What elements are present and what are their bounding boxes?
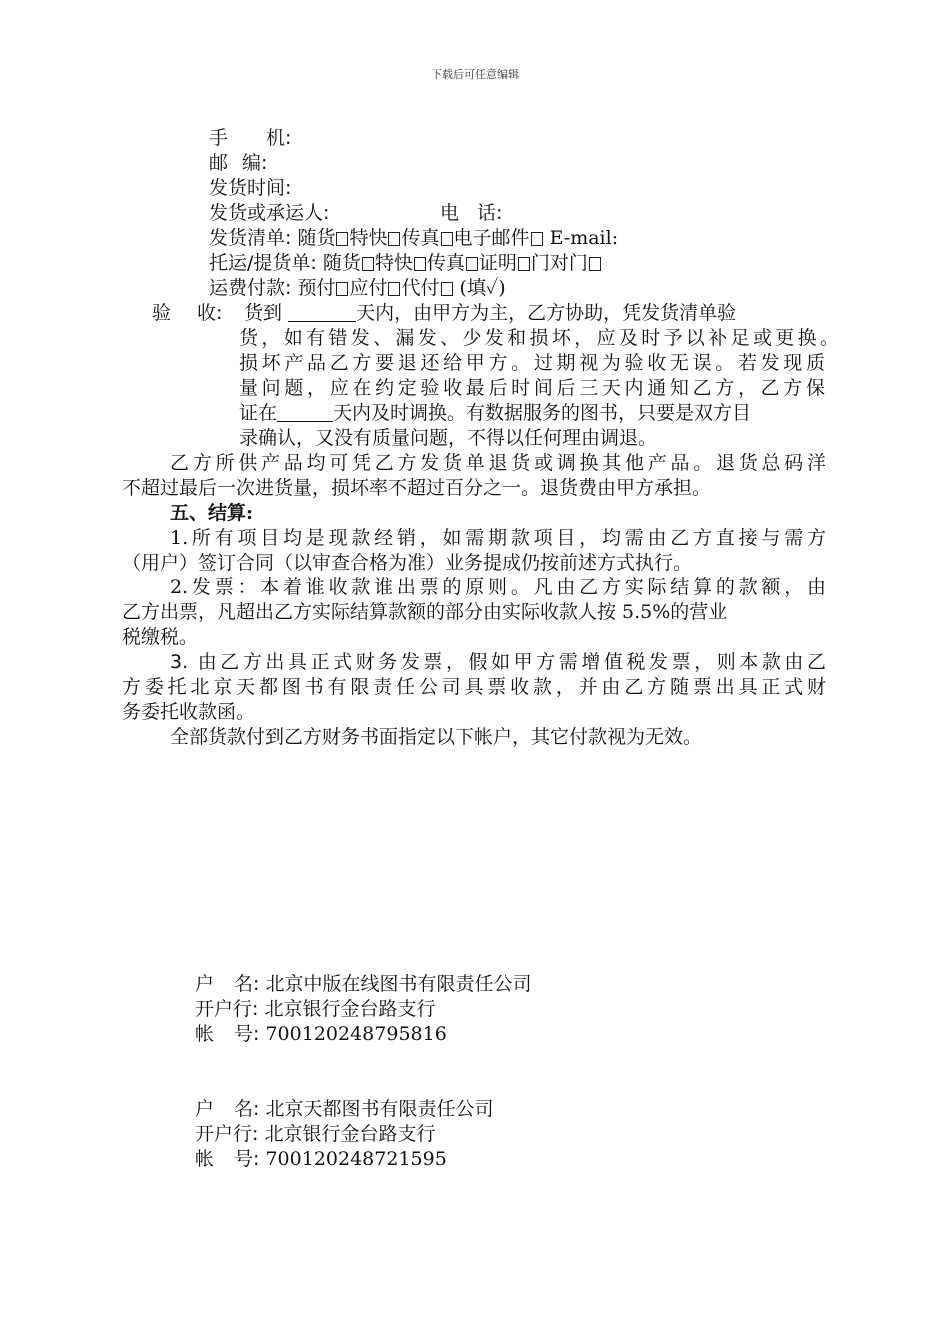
page-header: 下载后可任意编辑 bbox=[431, 68, 519, 81]
phone-line bbox=[440, 201, 502, 225]
pickup-option: 证明 bbox=[478, 252, 517, 274]
email-label: E-mail: bbox=[549, 227, 619, 249]
acceptance-label-1: 验 bbox=[152, 302, 172, 324]
postcode-label-2: 编 bbox=[242, 152, 262, 174]
settlement-2-line-3: 税缴税。 bbox=[122, 626, 199, 648]
acceptance-label bbox=[152, 301, 222, 325]
acceptance-line-2: 货，如有错发、漏发、少发和损坏，应及时予以补足或更换。 bbox=[239, 327, 839, 349]
pickup-option: 门对门 bbox=[530, 252, 588, 274]
return-line-1: 乙方所供产品均可凭乙方发货单退货或调换其他产品。退货总码洋 bbox=[170, 452, 826, 474]
pickup-list-label: 托运/提货单: bbox=[209, 252, 317, 274]
days-blank-1[interactable] bbox=[288, 303, 356, 322]
account-1-bank-row bbox=[195, 997, 435, 1021]
freight-checkbox-3[interactable] bbox=[441, 282, 453, 296]
ship-time-line: 发货时间: bbox=[209, 177, 292, 199]
pickup-checkbox-3[interactable] bbox=[466, 257, 478, 271]
account-1-bank: 北京银行金台路支行 bbox=[264, 998, 436, 1020]
account-1-no-row bbox=[195, 1022, 447, 1046]
account-bank-label: 开户行: bbox=[195, 1123, 259, 1145]
account-2-number: 700120248721595 bbox=[265, 1148, 447, 1170]
ship-option: 电子邮件 bbox=[453, 227, 530, 249]
postcode-colon: : bbox=[261, 152, 268, 174]
ship-option: 随货 bbox=[297, 227, 336, 249]
shipper-line bbox=[209, 201, 329, 225]
settlement-2-line-2: 乙方出票，凡超出乙方实际结算款额的部分由实际收款人按 5.5%的营业 bbox=[122, 601, 728, 623]
pickup-checkbox-2[interactable] bbox=[414, 257, 426, 271]
acceptance-text: 天内，由甲方为主，乙方协助，凭发货清单验 bbox=[356, 302, 737, 324]
freight-checkbox-2[interactable] bbox=[388, 282, 400, 296]
mobile-line bbox=[209, 126, 291, 150]
shipper-label: 发货或承运人: bbox=[209, 202, 330, 224]
account-name-label-1: 户 bbox=[195, 1098, 215, 1120]
account-2-name-row bbox=[195, 1097, 493, 1121]
freight-option: 应付 bbox=[349, 277, 388, 299]
account-name-label-1: 户 bbox=[195, 973, 215, 995]
account-2-bank-row bbox=[195, 1122, 435, 1146]
acceptance-text: 货到 bbox=[244, 302, 283, 324]
account-2-name: 北京天都图书有限责任公司 bbox=[265, 1098, 494, 1120]
ship-checkbox-4[interactable] bbox=[531, 232, 543, 246]
pickup-checkbox-4[interactable] bbox=[518, 257, 530, 271]
account-1-number: 700120248795816 bbox=[265, 1023, 447, 1045]
ship-checkbox-3[interactable] bbox=[441, 232, 453, 246]
pickup-checkbox-5[interactable] bbox=[589, 257, 601, 271]
freight-line bbox=[209, 276, 506, 300]
account-bank-label: 开户行: bbox=[195, 998, 259, 1020]
account-no-label-2: 号: bbox=[234, 1148, 260, 1170]
pickup-option: 随货 bbox=[322, 252, 361, 274]
settlement-title: 五、结算: bbox=[170, 502, 254, 524]
freight-checkbox-1[interactable] bbox=[336, 282, 348, 296]
account-2-bank: 北京银行金台路支行 bbox=[264, 1123, 436, 1145]
account-name-label-2: 名: bbox=[234, 1098, 260, 1120]
account-2-no-row bbox=[195, 1147, 447, 1171]
account-name-label-2: 名: bbox=[234, 973, 260, 995]
mobile-label-2: 机 bbox=[266, 127, 286, 149]
postcode-label-1: 邮 bbox=[209, 152, 229, 174]
pickup-list-line bbox=[209, 251, 602, 275]
settlement-2-line-1: 2.发票：本着谁收款谁出票的原则。凡由乙方实际结算的款额，由 bbox=[170, 576, 826, 598]
acceptance-line-4: 量问题，应在约定验收最后时间后三天内通知乙方，乙方保 bbox=[239, 377, 825, 399]
account-1-name: 北京中版在线图书有限责任公司 bbox=[265, 973, 532, 995]
acceptance-line-5 bbox=[239, 401, 829, 425]
acceptance-line-1 bbox=[244, 301, 828, 325]
account-no-label-1: 帐 bbox=[195, 1023, 215, 1045]
settlement-3-line-3: 务委托收款函。 bbox=[122, 701, 256, 723]
acceptance-line-3: 损坏产品乙方要退还给甲方。过期视为验收无误。若发现质 bbox=[239, 352, 825, 374]
ship-checkbox-1[interactable] bbox=[336, 232, 348, 246]
settlement-3-line-1: 3. 由乙方出具正式财务发票，假如甲方需增值税发票，则本款由乙 bbox=[170, 651, 826, 673]
acceptance-label-2: 收: bbox=[197, 302, 223, 324]
ship-checkbox-2[interactable] bbox=[388, 232, 400, 246]
pickup-option: 特快 bbox=[374, 252, 413, 274]
acceptance-text: 证在 bbox=[239, 402, 278, 424]
acceptance-line-6: 录确认，又没有质量问题，不得以任何理由调退。 bbox=[239, 427, 658, 449]
mobile-label-1: 手 bbox=[209, 127, 229, 149]
phone-colon: : bbox=[496, 202, 503, 224]
settlement-1-line-1: 1.所有项目均是现款经销，如需期款项目，均需由乙方直接与需方 bbox=[170, 527, 826, 549]
pickup-option: 传真 bbox=[426, 252, 465, 274]
return-line-2: 不超过最后一次进货量，损坏率不超过百分之一。退货费由甲方承担。 bbox=[122, 477, 712, 499]
pickup-checkbox-1[interactable] bbox=[362, 257, 374, 271]
mobile-colon: : bbox=[285, 127, 292, 149]
postcode-line bbox=[209, 151, 267, 175]
account-no-label-2: 号: bbox=[234, 1023, 260, 1045]
phone-label-1: 电 bbox=[440, 202, 460, 224]
account-no-label-1: 帐 bbox=[195, 1148, 215, 1170]
ship-list-label: 发货清单: bbox=[209, 227, 292, 249]
phone-label-2: 话 bbox=[477, 202, 497, 224]
settlement-4-line-1: 全部货款付到乙方财务书面指定以下帐户，其它付款视为无效。 bbox=[170, 726, 703, 748]
freight-option: 代付 bbox=[401, 277, 440, 299]
ship-option: 传真 bbox=[401, 227, 440, 249]
settlement-1-line-2: （用户）签订合同（以审查合格为准）业务提成仍按前述方式执行。 bbox=[122, 552, 693, 574]
acceptance-text: 天内及时调换。有数据服务的图书，只要是双方目 bbox=[333, 402, 752, 424]
freight-note: (填✓) bbox=[459, 277, 506, 299]
days-blank-2[interactable] bbox=[277, 403, 333, 422]
ship-option: 特快 bbox=[349, 227, 388, 249]
freight-label: 运费付款: bbox=[209, 277, 292, 299]
freight-option: 预付 bbox=[297, 277, 336, 299]
account-1-name-row bbox=[195, 972, 531, 996]
ship-list-line bbox=[209, 226, 618, 250]
settlement-3-line-2: 方委托北京天都图书有限责任公司具票收款，并由乙方随票出具正式财 bbox=[122, 676, 826, 698]
